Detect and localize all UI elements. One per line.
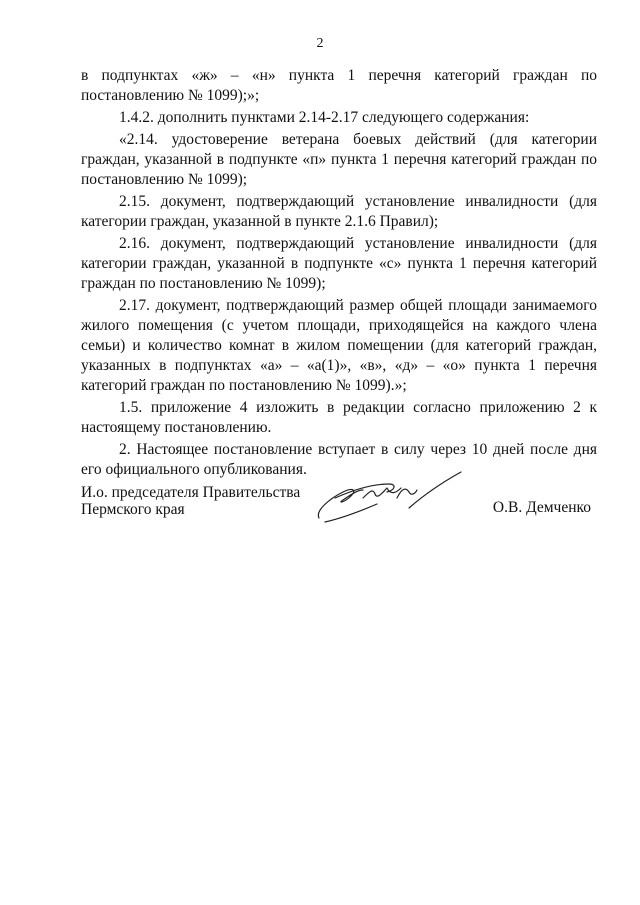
signature-stroke [397,489,417,498]
paragraph-continuation: в подпунктах «ж» – «н» пункта 1 перечня категорий граждан по постановлению № 1099);»; [81,67,597,104]
signer-name: О.В. Демченко [492,499,591,516]
paragraph-2-14: «2.14. удостоверение ветерана боевых действий (для категории граждан, указанной в подпункте «п» пункта 1 перечня категорий граждан по постановлению № 1099); [81,131,597,188]
handwritten-signature-image [313,468,473,532]
paragraph-2-16: 2.16. документ, подтверждающий установление инвалидности (для категории граждан, указанной в подпункте «с» пункта 1 перечня категорий граждан по постановлению № 1099); [81,235,597,292]
signature-stroke [318,489,363,518]
paragraph-2-15: 2.15. документ, подтверждающий установление инвалидности (для категории граждан, указанной в пункте 2.1.6 Правил); [81,193,597,230]
paragraph-1-4-2: 1.4.2. дополнить пунктами 2.14-2.17 следующего содержания: [119,109,530,126]
paragraph-2: 2. Настоящее постановление вступает в силу через 10 дней после дня его официального опубликования. [81,441,597,478]
signer-title [81,484,300,518]
signer-title-line-1: И.о. председателя Правительства [81,484,301,501]
signature-stroke [325,504,377,522]
paragraph-1-5: 1.5. приложение 4 изложить в редакции согласно приложению 2 к настоящему постановлению. [81,399,597,436]
signature-stroke [363,488,401,498]
document-body [81,66,597,482]
signer-title-line-2: Пермского края [81,501,185,518]
signature-block [81,482,597,542]
page-number: 2 [316,36,324,51]
paragraph-2-17: 2.17. документ, подтверждающий размер общей площади занимаемого жилого помещения (с учетом площади, приходящейся на каждого члена семьи) и количество комнат в жилом помещении (для категорий граждан, указанных в подпунктах «а» – «а(1)», «в», «д» – «о» пункта 1 перечня категорий граждан по постановлению № 1099).»; [81,297,597,394]
